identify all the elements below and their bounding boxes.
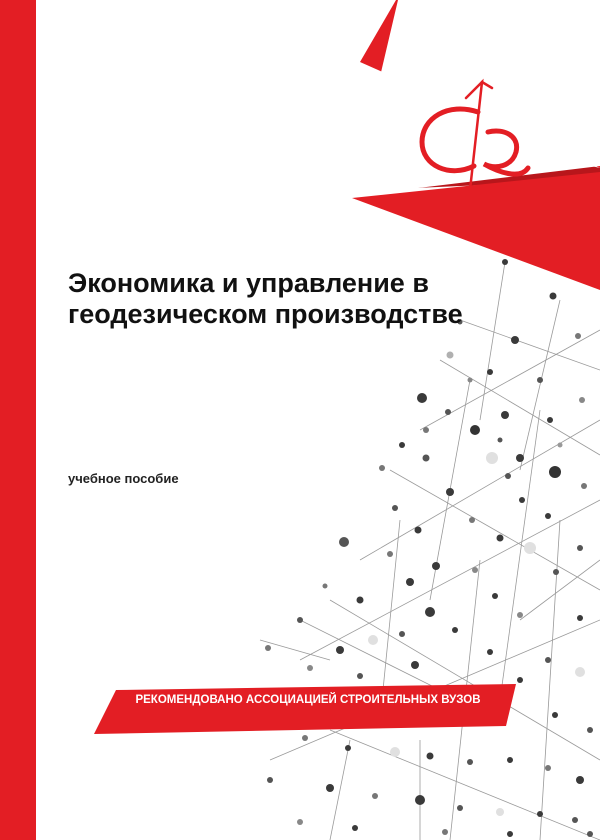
recommendation-banner: [94, 684, 516, 734]
network-dots: [265, 259, 593, 837]
book-subtitle: учебное пособие: [68, 471, 179, 486]
recommendation-banner-text: РЕКОМЕНДОВАНО АССОЦИАЦИЕЙ СТРОИТЕЛЬНЫХ ВУЗОВ: [135, 694, 481, 706]
book-title: Экономика и управление в геодезическом производстве: [68, 268, 463, 329]
